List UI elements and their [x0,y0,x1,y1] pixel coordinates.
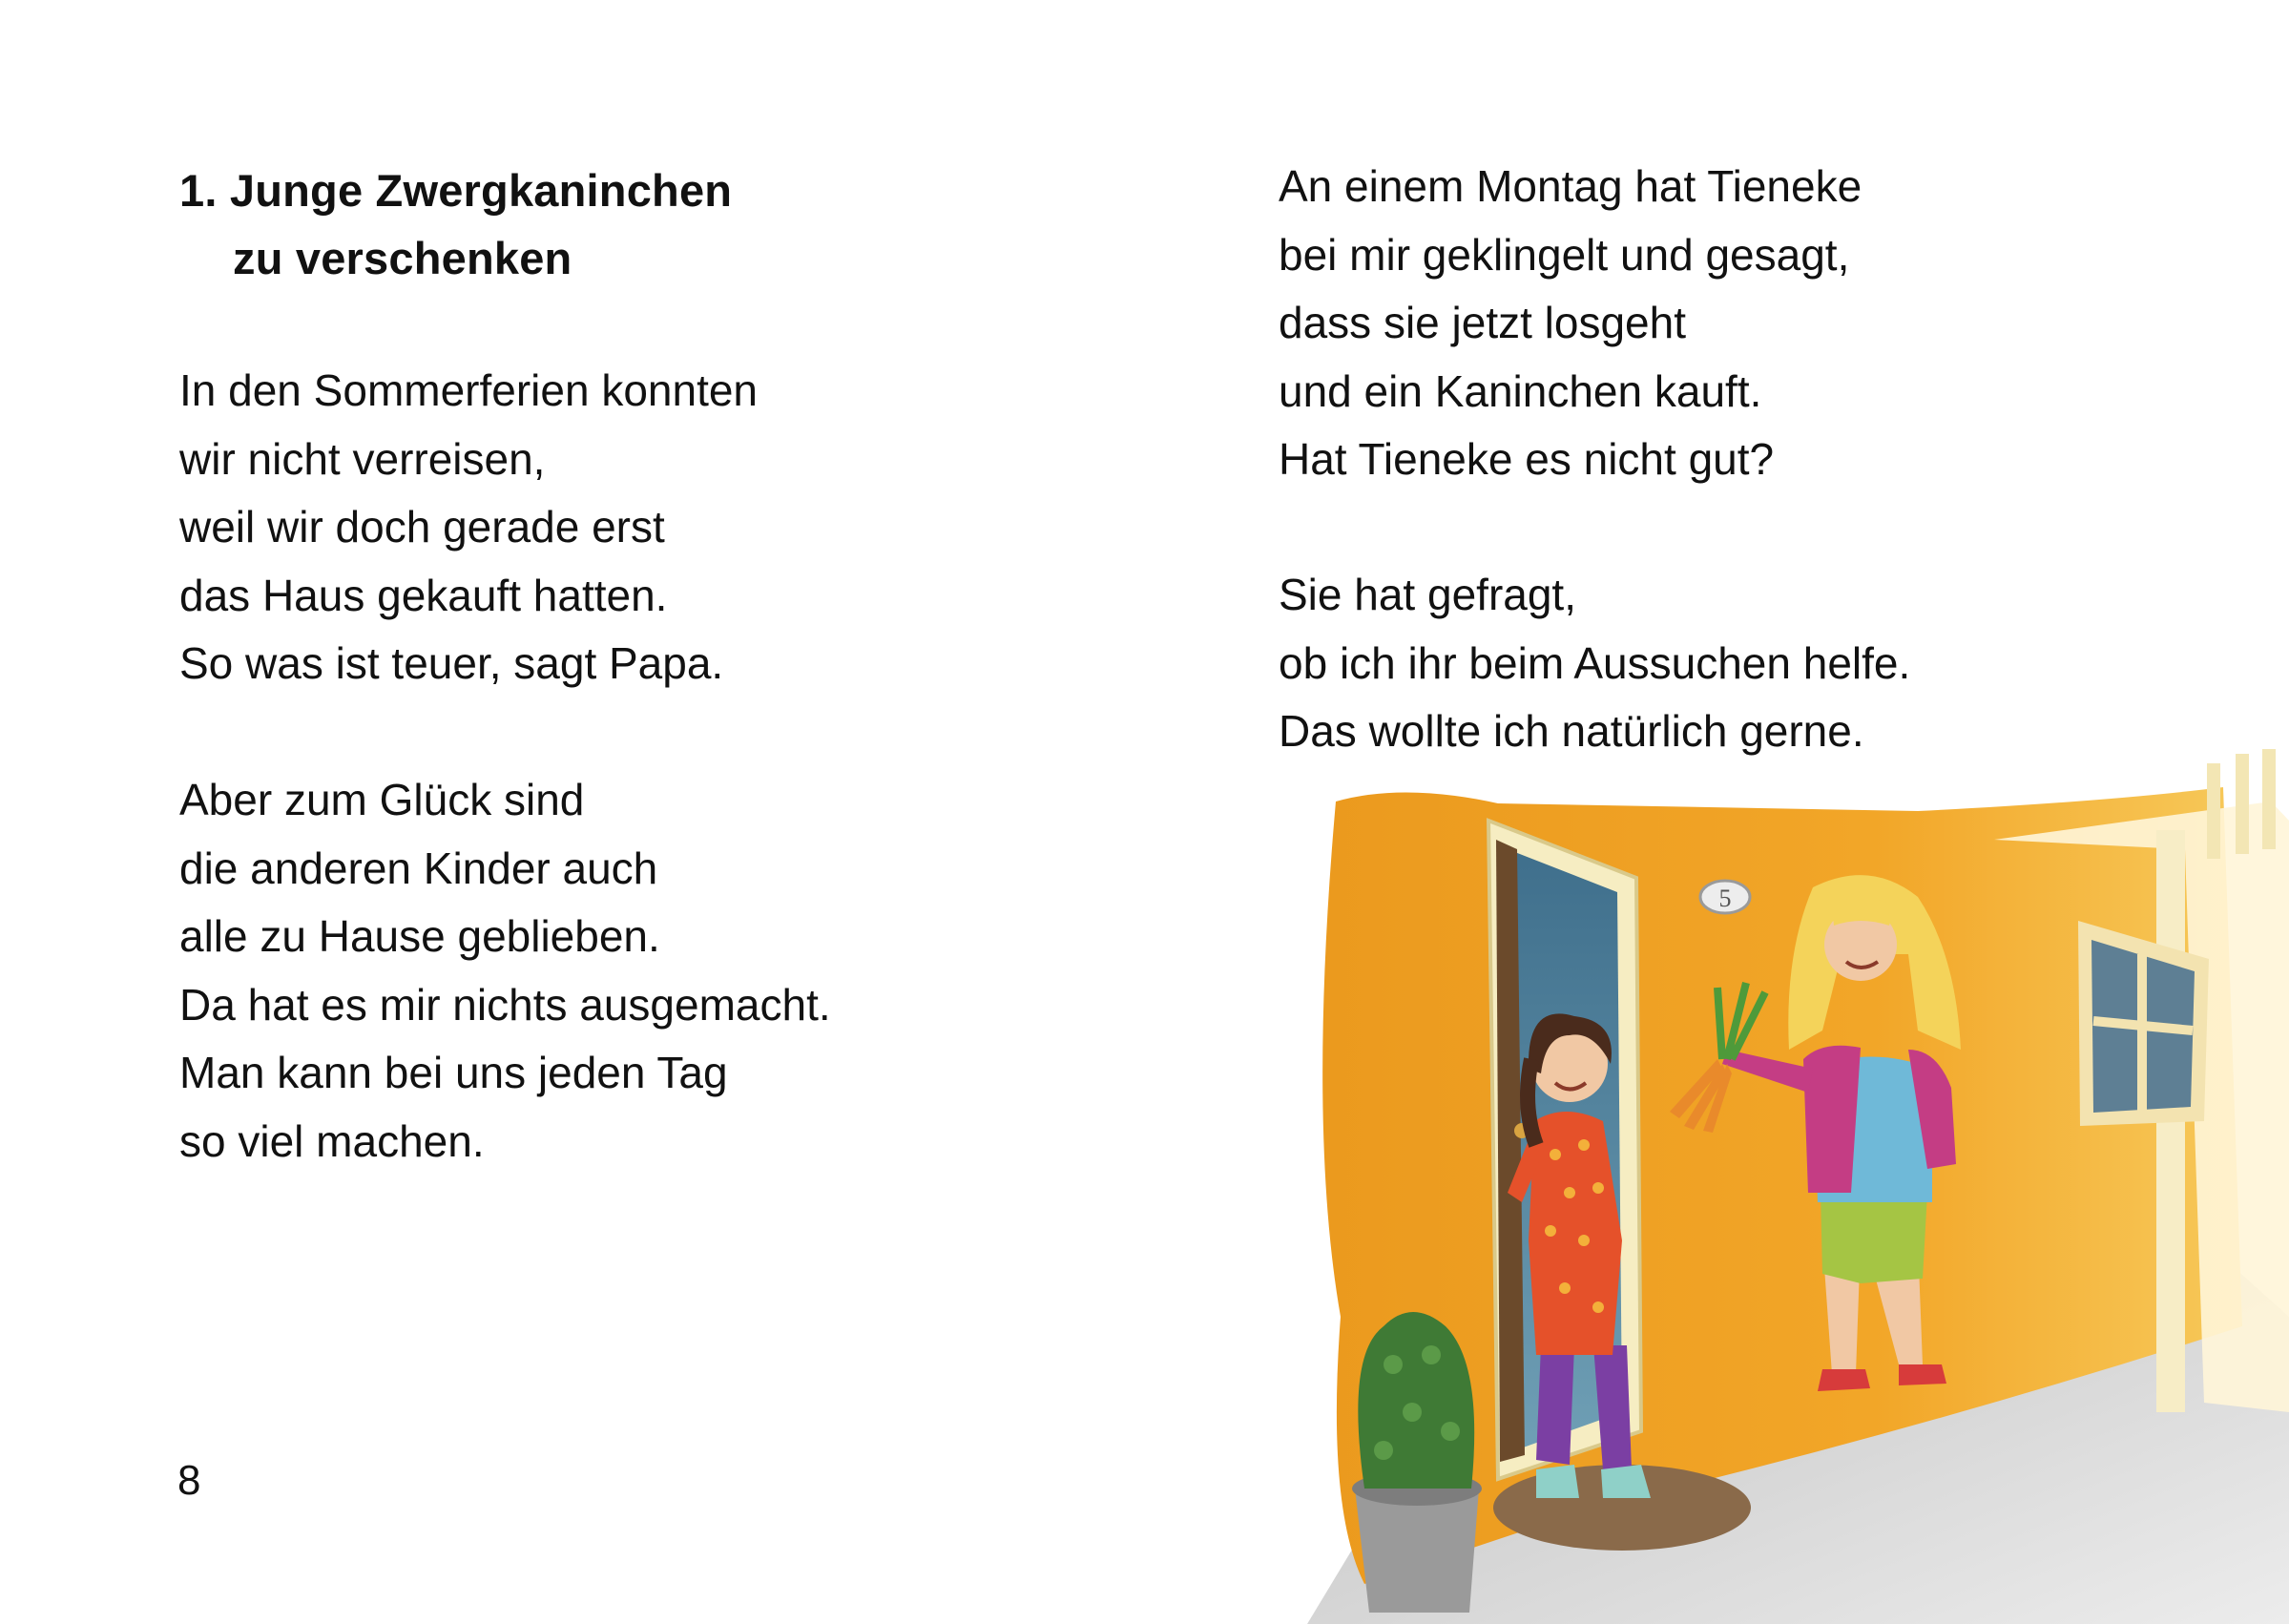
text-line: In den Sommerferien konnten [179,365,759,415]
text-line: alle zu Hause geblieben. [179,911,660,961]
text-line: weil wir doch gerade erst [179,502,665,552]
text-line: das Haus gekauft hatten. [179,570,668,620]
chapter-number: 1. [179,165,218,216]
house-number: 5 [1718,885,1732,912]
text-line: An einem Montag hat Tieneke [1279,161,1862,211]
left-paragraph-2 [179,766,831,1176]
text-line: so viel machen. [179,1115,485,1166]
text-line: bei mir geklingelt und gesagt, [1279,229,1850,280]
illustration-two-girls-at-door [1250,744,2289,1624]
left-paragraph-1 [179,357,758,698]
chapter-title-line1: Junge Zwergkaninchen [229,165,733,216]
chapter-title [179,156,732,292]
right-paragraph-2 [1279,561,1910,766]
chapter-title-line2: zu verschenken [233,233,572,283]
text-line: die anderen Kinder auch [179,843,658,893]
text-line: dass sie jetzt losgeht [1279,298,1687,347]
text-line: ob ich ihr beim Aussuchen helfe. [1279,637,1911,688]
text-line: Hat Tieneke es nicht gut? [1279,434,1775,484]
right-page [1145,0,2289,1624]
text-line: So was ist teuer, sagt Papa. [179,638,724,688]
potted-plant [1352,1312,1482,1613]
text-line: Aber zum Glück sind [179,775,585,824]
text-line: Sie hat gefragt, [1279,570,1576,619]
text-line: Da hat es mir nichts ausgemacht. [179,979,831,1030]
right-paragraph-1 [1279,153,1862,494]
text-line: Man kann bei uns jeden Tag [179,1048,728,1097]
text-line: wir nicht verreisen, [179,433,546,484]
page-number: 8 [177,1457,201,1504]
text-line: und ein Kaninchen kauft. [1279,365,1762,416]
text-line: Das wollte ich natürlich gerne. [1279,706,1864,756]
